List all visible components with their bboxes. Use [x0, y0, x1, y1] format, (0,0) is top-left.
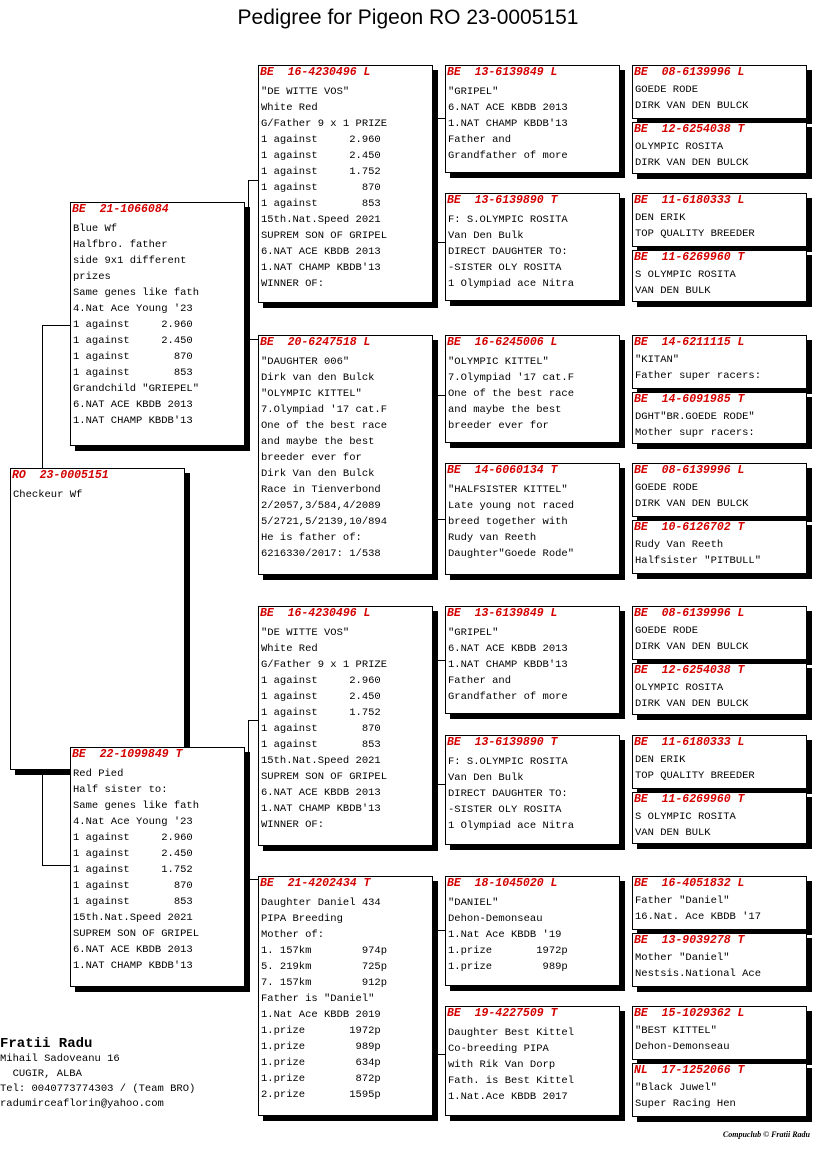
- pigeon-card-gen4[interactable]: [632, 735, 807, 789]
- pigeon-card-gen4[interactable]: [632, 792, 807, 844]
- pigeon-card-gen4[interactable]: [632, 193, 807, 247]
- card-lines: F: S.OLYMPIC ROSITA Van Den Bulk DIRECT DAUGHTER TO: -SISTER OLY ROSITA 1 Olympiad ace Nitra: [448, 756, 575, 832]
- pigeon-card-gen4[interactable]: [632, 606, 807, 660]
- owner-info: [0, 1036, 195, 1112]
- owner-name: Fratii Radu: [0, 1036, 93, 1052]
- card-lines: GOEDE RODE DIRK VAN DEN BULCK: [635, 482, 749, 510]
- ring-number: BE 13-9039278 T: [634, 934, 745, 947]
- card-lines: Blue Wf Halfbro. father side 9x1 different prizes Same genes like fath 4.Nat Ace Young '23 1 against 2.960 1 against 2.450 1 against 870 1 against 853 Grandchild "GRIEPEL" 6.NAT ACE KBDB 2013 1.NAT CHAMP KBDB'13: [73, 223, 200, 427]
- connector-line: [42, 865, 70, 866]
- pigeon-card-gen4[interactable]: [632, 250, 807, 302]
- pigeon-card-great-grandparent[interactable]: [445, 1006, 620, 1116]
- pigeon-card-grandparent[interactable]: [258, 65, 433, 303]
- card-lines: Red Pied Half sister to: Same genes like fath 4.Nat Ace Young '23 1 against 2.960 1 against 2.450 1 against 1.752 1 against 870 1 against 853 15th.Nat.Speed 2021 SUPREM SON OF GRIPEL 6.NAT ACE KBDB 2013 1.NAT CHAMP KBDB'13: [73, 768, 200, 972]
- pigeon-card-great-grandparent[interactable]: [445, 193, 620, 301]
- pigeon-card-great-grandparent[interactable]: [445, 735, 620, 845]
- connector-bracket: [248, 720, 258, 880]
- pigeon-card-gen4[interactable]: [632, 1063, 807, 1117]
- pigeon-card-great-grandparent[interactable]: [445, 463, 620, 575]
- ring-number: BE 14-6060134 T: [447, 464, 558, 477]
- card-lines: Daughter Best Kittel Co-breeding PIPA with Rik Van Dorp Fath. is Best Kittel 1.Nat.Ace KBDB 2017: [448, 1027, 575, 1103]
- ring-number: BE 13-6139849 L: [447, 607, 558, 620]
- ring-number: BE 21-4202434 T: [260, 877, 371, 890]
- pigeon-card-grandparent[interactable]: [258, 606, 433, 846]
- ring-number: BE 12-6254038 T: [634, 123, 745, 136]
- ring-number: BE 11-6269960 T: [634, 251, 745, 264]
- card-lines: "BEST KITTEL" Dehon-Demonseau: [635, 1025, 730, 1053]
- card-lines: OLYMPIC ROSITA DIRK VAN DEN BULCK: [635, 682, 749, 710]
- ring-number: BE 11-6180333 L: [634, 194, 745, 207]
- connector-bracket: [248, 180, 258, 340]
- pigeon-card-great-grandparent[interactable]: [445, 606, 620, 714]
- card-lines: "OLYMPIC KITTEL" 7.Olympiad '17 cat.F One of the best race and maybe the best breeder ever for: [448, 356, 575, 432]
- card-lines: OLYMPIC ROSITA DIRK VAN DEN BULCK: [635, 141, 749, 169]
- card-lines: Mother "Daniel" Nestsis.National Ace: [635, 952, 762, 980]
- card-lines: "GRIPEL" 6.NAT ACE KBDB 2013 1.NAT CHAMP KBDB'13 Father and Grandfather of more: [448, 627, 568, 703]
- pigeon-card-great-grandparent[interactable]: [445, 335, 620, 443]
- card-lines: F: S.OLYMPIC ROSITA Van Den Bulk DIRECT DAUGHTER TO: -SISTER OLY ROSITA 1 Olympiad ace Nitra: [448, 214, 575, 290]
- ring-number: BE 10-6126702 T: [634, 521, 745, 534]
- connector-bracket: [436, 930, 445, 1055]
- ring-number: BE 15-1029362 L: [634, 1007, 745, 1020]
- ring-number: BE 11-6180333 L: [634, 736, 745, 749]
- footer-credit: Compuclub © Fratii Radu: [722, 1130, 810, 1139]
- pigeon-card-grandparent[interactable]: [258, 335, 433, 575]
- ring-number: BE 08-6139996 L: [634, 607, 745, 620]
- ring-number: BE 13-6139890 T: [447, 736, 558, 749]
- card-lines: "Black Juwel" Super Racing Hen: [635, 1082, 736, 1110]
- ring-number: BE 19-4227509 T: [447, 1007, 558, 1020]
- pigeon-card-gen4[interactable]: [632, 463, 807, 517]
- card-lines: "GRIPEL" 6.NAT ACE KBDB 2013 1.NAT CHAMP KBDB'13 Father and Grandfather of more: [448, 86, 568, 162]
- ring-number: BE 08-6139996 L: [634, 464, 745, 477]
- ring-number: BE 16-4230496 L: [260, 66, 371, 79]
- ring-number: BE 16-4051832 L: [634, 877, 745, 890]
- owner-phone: Tel: 0040773774303 / (Team BRO): [0, 1083, 196, 1095]
- connector-line: [42, 325, 43, 470]
- ring-number: BE 13-6139890 T: [447, 194, 558, 207]
- ring-number: BE 12-6254038 T: [634, 664, 745, 677]
- card-lines: DEN ERIK TOP QUALITY BREEDER: [635, 754, 755, 782]
- ring-number: BE 08-6139996 L: [634, 66, 745, 79]
- pigeon-card-gen4[interactable]: [632, 933, 807, 987]
- ring-number: BE 14-6091985 T: [634, 393, 745, 406]
- card-lines: "DAUGHTER 006" Dirk van den Bulck "OLYMPIC KITTEL" 7.Olympiad '17 cat.F One of the best race and maybe the best breeder ever for Dirk Van den Bulck Race in Tienverbond 2/2057,3/584,4/2089 5/2721,5/2139,10/894 He is father of: 6216330/2017: 1/538: [261, 356, 388, 560]
- card-lines: DGHT"BR.GOEDE RODE" Mother supr racers:: [635, 411, 755, 439]
- pigeon-card-great-grandparent[interactable]: [445, 65, 620, 173]
- connector-bracket: [436, 395, 445, 520]
- card-lines: Daughter Daniel 434 PIPA Breeding Mother of: 1. 157km 974p 5. 219km 725p 7. 157km 912p Father is "Daniel" 1.Nat Ace KBDB 2019 1.prize 1972p 1.prize 989p 1.prize 634p 1.prize 872p 2.prize 1595p: [261, 897, 388, 1101]
- owner-email[interactable]: radumirceaflorin@yahoo.com: [0, 1098, 164, 1110]
- pigeon-card-gen4[interactable]: [632, 335, 807, 389]
- ring-number: BE 20-6247518 L: [260, 336, 371, 349]
- connector-bracket: [436, 660, 445, 785]
- pigeon-card-father[interactable]: [70, 202, 245, 446]
- card-lines: GOEDE RODE DIRK VAN DEN BULCK: [635, 84, 749, 112]
- ring-number: BE 16-4230496 L: [260, 607, 371, 620]
- pigeon-card-mother[interactable]: [70, 747, 245, 987]
- pigeon-card-gen4[interactable]: [632, 122, 807, 174]
- card-lines: "DE WITTE VOS" White Red G/Father 9 x 1 PRIZE 1 against 2.960 1 against 2.450 1 against 1.752 1 against 870 1 against 853 15th.Nat.Speed 2021 SUPREM SON OF GRIPEL 6.NAT ACE KBDB 2013 1.NAT CHAMP KBDB'13 WINNER OF:: [261, 86, 388, 290]
- connector-bracket: [436, 118, 445, 243]
- pigeon-card-gen4[interactable]: [632, 663, 807, 715]
- pigeon-card-gen4[interactable]: [632, 520, 807, 574]
- ring-number: RO 23-0005151: [12, 469, 109, 482]
- connector-line: [42, 325, 70, 326]
- pigeon-card-subject[interactable]: [10, 468, 185, 770]
- pigeon-card-great-grandparent[interactable]: [445, 876, 620, 986]
- card-lines: "HALFSISTER KITTEL" Late young not raced breed together with Rudy van Reeth Daughter"Goede Rode": [448, 484, 575, 560]
- ring-number: NL 17-1252066 T: [634, 1064, 745, 1077]
- card-lines: "DE WITTE VOS" White Red G/Father 9 x 1 PRIZE 1 against 2.960 1 against 2.450 1 against 1.752 1 against 870 1 against 853 15th.Nat.Speed 2021 SUPREM SON OF GRIPEL 6.NAT ACE KBDB 2013 1.NAT CHAMP KBDB'13 WINNER OF:: [261, 627, 388, 831]
- card-lines: "KITAN" Father super racers:: [635, 354, 762, 382]
- card-lines: Rudy Van Reeth Halfsister "PITBULL": [635, 539, 762, 567]
- pigeon-card-gen4[interactable]: [632, 392, 807, 444]
- card-lines: "DANIEL" Dehon-Demonseau 1.Nat Ace KBDB '19 1.prize 1972p 1.prize 989p: [448, 897, 568, 973]
- owner-address: Mihail Sadoveanu 16: [0, 1053, 120, 1065]
- ring-number: BE 22-1099849 T: [72, 748, 183, 761]
- card-lines: S OLYMPIC ROSITA VAN DEN BULK: [635, 269, 736, 297]
- ring-number: BE 13-6139849 L: [447, 66, 558, 79]
- ring-number: BE 21-1066084: [72, 203, 169, 216]
- pigeon-card-gen4[interactable]: [632, 1006, 807, 1060]
- card-lines: Father "Daniel" 16.Nat. Ace KBDB '17: [635, 895, 762, 923]
- ring-number: BE 18-1045020 L: [447, 877, 558, 890]
- ring-number: BE 14-6211115 L: [634, 336, 745, 349]
- page-title: Pedigree for Pigeon RO 23-0005151: [237, 6, 579, 29]
- ring-number: BE 16-6245006 L: [447, 336, 558, 349]
- pigeon-card-grandparent[interactable]: [258, 876, 433, 1116]
- pigeon-card-gen4[interactable]: [632, 876, 807, 930]
- card-lines: GOEDE RODE DIRK VAN DEN BULCK: [635, 625, 749, 653]
- card-lines: S OLYMPIC ROSITA VAN DEN BULK: [635, 811, 736, 839]
- pigeon-card-gen4[interactable]: [632, 65, 807, 119]
- card-lines: DEN ERIK TOP QUALITY BREEDER: [635, 212, 755, 240]
- card-lines: Checkeur Wf: [13, 489, 83, 501]
- ring-number: BE 11-6269960 T: [634, 793, 745, 806]
- owner-city: CUGIR, ALBA: [0, 1068, 82, 1080]
